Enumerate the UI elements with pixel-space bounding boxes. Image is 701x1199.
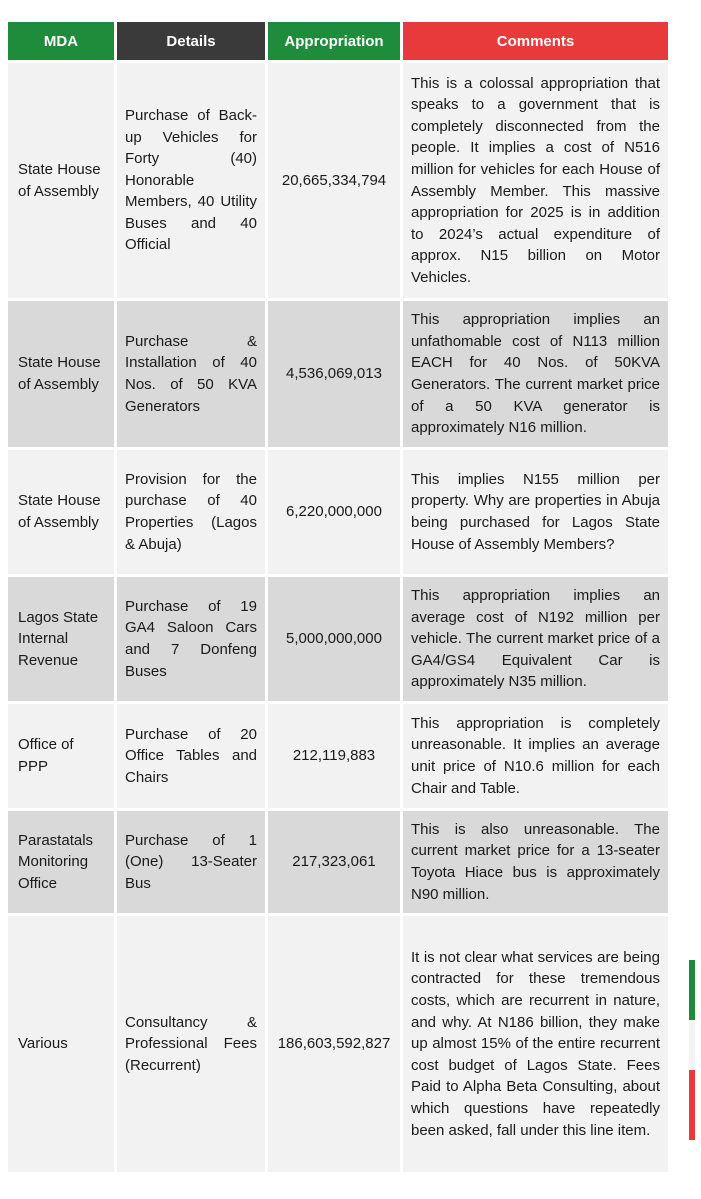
row6-appropriation: 217,323,061 [268,811,400,913]
row1-mda: State House of Assembly [8,63,114,298]
row6-details: Purchase of 1 (One) 13-Seater Bus [117,811,265,913]
row2-comments: This appropriation implies an unfathomable cost of N113 million EACH for 40 Nos. of 50KVA Generators. The current market price of a 50 KVA generator is approximately N16 million. [403,301,668,447]
row1-comments: This is a colossal appropriation that speaks to a government that is completely disconnected from the people. It implies a cost of N516 million for vehicles for each House of Assembly Member. This massive appropriation for 2025 is in addition to 2024’s actual expenditure of approx. N15 billion on Motor Vehicles. [403,63,668,298]
edge-stripe-green [689,960,695,1020]
row7-comments: It is not clear what services are being contracted for these tremendous costs, which are recurrent in nature, and why. At N186 billion, they make up almost 15% of the entire recurrent cost budget of Lagos State. Fees Paid to Alpha Beta Consulting, about which questions have repeatedly been asked, fall under this line item. [403,916,668,1172]
row1-details: Purchase of Back-up Vehicles for Forty (40) Honorable Members, 40 Utility Buses and 40 Official [117,63,265,298]
row3-details: Provision for the purchase of 40 Properties (Lagos & Abuja) [117,450,265,574]
row4-mda: Lagos State Internal Revenue [8,577,114,701]
row3-mda: State House of Assembly [8,450,114,574]
header-appropriation: Appropriation [268,22,400,60]
header-mda: MDA [8,22,114,60]
row4-details: Purchase of 19 GA4 Saloon Cars and 7 Donfeng Buses [117,577,265,701]
row6-mda: Parastatals Monitoring Office [8,811,114,913]
row4-comments: This appropriation implies an average cost of N192 million per vehicle. The current market price of a GA4/GS4 Equivalent Car is approximately N35 million. [403,577,668,701]
header-comments: Comments [403,22,668,60]
edge-stripe-red [689,1070,695,1140]
row7-appropriation: 186,603,592,827 [268,916,400,1172]
row6-comments: This is also unreasonable. The current market price for a 13-seater Toyota Hiace bus is approximately N90 million. [403,811,668,913]
row5-mda: Office of PPP [8,704,114,808]
row2-appropriation: 4,536,069,013 [268,301,400,447]
row3-appropriation: 6,220,000,000 [268,450,400,574]
row5-details: Purchase of 20 Office Tables and Chairs [117,704,265,808]
header-details: Details [117,22,265,60]
row5-comments: This appropriation is completely unreasonable. It implies an average unit price of N10.6 million for each Chair and Table. [403,704,668,808]
row5-appropriation: 212,119,883 [268,704,400,808]
row7-details: Consultancy & Professional Fees (Recurrent) [117,916,265,1172]
row4-appropriation: 5,000,000,000 [268,577,400,701]
row3-comments: This implies N155 million per property. Why are properties in Abuja being purchased for Lagos State House of Assembly Members? [403,450,668,574]
edge-stripe-white [689,1020,695,1070]
row7-mda: Various [8,916,114,1172]
row2-mda: State House of Assembly [8,301,114,447]
row1-appropriation: 20,665,334,794 [268,63,400,298]
budget-table [8,22,678,1172]
row2-details: Purchase & Installation of 40 Nos. of 50 KVA Generators [117,301,265,447]
